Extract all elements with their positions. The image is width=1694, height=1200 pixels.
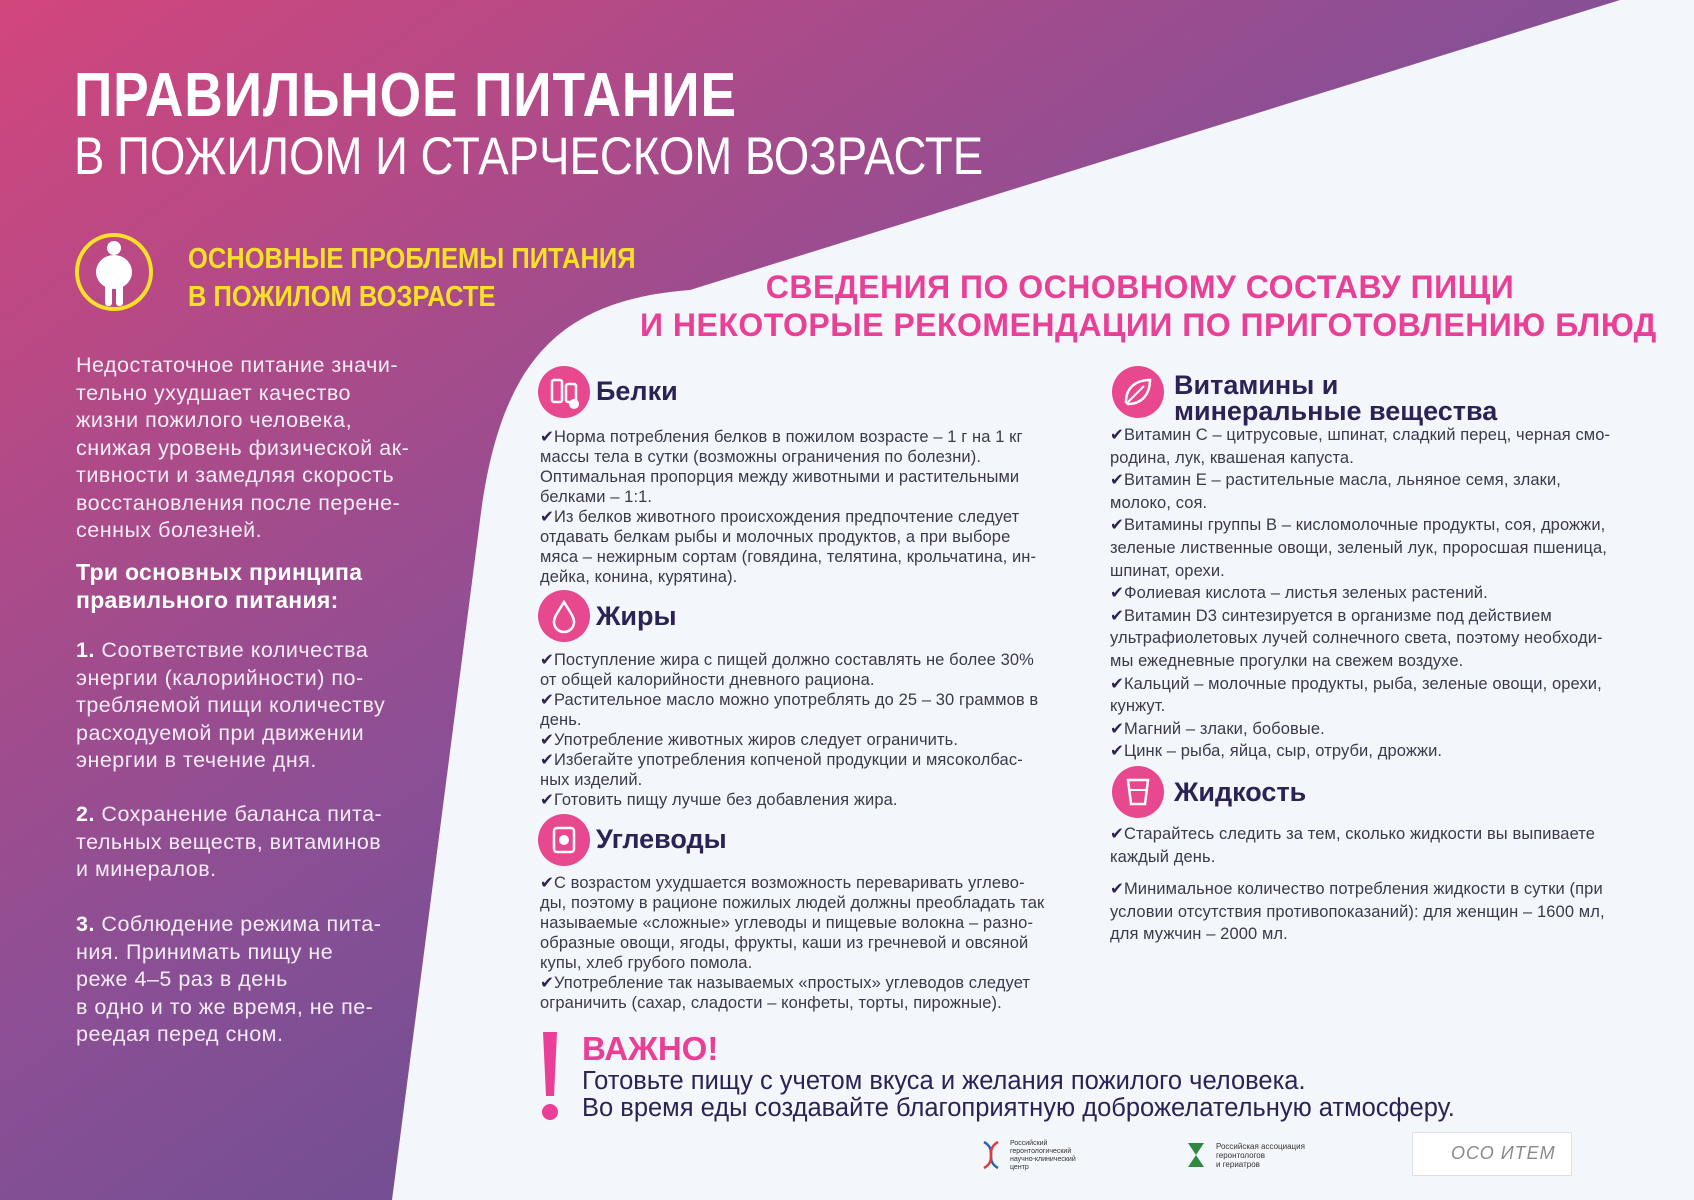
text-line: молоко, соя. [1110, 493, 1208, 512]
text-line: Фолиевая кислота – листья зеленых растений. [1123, 584, 1488, 603]
vitamins-text [1110, 424, 1655, 763]
logo-text [1010, 1140, 1076, 1172]
text-line: энергии в течение дня. [76, 748, 317, 772]
text-line: требляемой пищи количеству [76, 693, 386, 717]
text-line: массы тела в сутки (возможны ограничения по болезни). [540, 448, 982, 466]
text-line: ды, поэтому в рационе пожилых людей должны преобладать так [540, 894, 1045, 912]
text-line: мяса – нежирным сортам (говядина, телятина, крольчатина, ин- [540, 548, 1037, 566]
text-line: Три основных принципа [76, 559, 363, 585]
vitamins-leaf-icon [1112, 366, 1164, 418]
text-line: Употребление животных жиров следует ограничить. [553, 731, 959, 749]
logo-line: центр [1010, 1164, 1029, 1171]
text-line: реже 4–5 раз в день [76, 967, 288, 991]
text-line: С возрастом ухудшается возможность переваривать углево- [553, 874, 1025, 892]
principle-3 [76, 911, 436, 1049]
title-line: минеральные вещества [1174, 396, 1498, 426]
text-line: Готовить пищу лучше без добавления жира. [553, 791, 898, 809]
check-icon: ✔ [540, 751, 554, 769]
carbs-text [540, 873, 1060, 1013]
text-line: ния. Принимать пищу не [76, 939, 334, 964]
check-icon: ✔ [540, 974, 554, 992]
hourglass-icon [1186, 1142, 1206, 1168]
exclamation-icon [540, 1032, 560, 1122]
text-line: Сохранение баланса пита- [101, 802, 383, 826]
text-line: восстановления после перене- [76, 490, 401, 515]
text-line: тивности и замедляя скорость [76, 463, 395, 487]
fats-title: Жиры [596, 601, 677, 631]
carbs-title: Углеводы [596, 824, 727, 854]
heading-line: В ПОЖИЛОМ ВОЗРАСТЕ [188, 281, 496, 313]
principle-number: 2. [76, 802, 95, 826]
check-icon: ✔ [1110, 719, 1124, 738]
text-line: Витамин D3 синтезируется в организме под действием [1123, 606, 1552, 625]
text-line: Из белков животного происхождения предпочтение следует [553, 508, 1020, 526]
text-line: Недостаточное питание значи- [76, 353, 399, 377]
check-icon: ✔ [540, 651, 554, 669]
logo-gerontology-center [980, 1138, 1100, 1170]
check-icon: ✔ [1110, 516, 1124, 535]
logo-gerontologists-association [1186, 1140, 1326, 1170]
check-icon: ✔ [540, 508, 554, 526]
principle-number: 3. [76, 912, 95, 936]
logo-line: геронтологический [1010, 1148, 1072, 1155]
text-line: энергии (калорийности) по- [76, 665, 364, 690]
text-line: называемые «сложные» углеводы и пищевые волокна – разно- [540, 914, 1034, 932]
elderly-person-icon [74, 232, 154, 312]
text-line: тельных веществ, витаминов [76, 829, 382, 854]
text-line: расходуемой при движении [76, 720, 365, 745]
check-icon: ✔ [540, 731, 554, 749]
liquid-title: Жидкость [1174, 777, 1307, 807]
heading-line: ОСНОВНЫЕ ПРОБЛЕМЫ ПИТАНИЯ [188, 243, 636, 275]
text-line: купы, хлеб грубого помола. [540, 954, 753, 972]
text-line: белками – 1:1. [540, 488, 653, 506]
text-line: Витамины группы В – кисломолочные продукты, соя, дрожжи, [1123, 516, 1606, 535]
text-line: снижая уровень физической ак- [76, 435, 410, 460]
check-icon: ✔ [1110, 742, 1124, 761]
text-line: в одно и то же время, не пе- [76, 994, 374, 1019]
text-line: мы ежедневные прогулки на свежем воздухе. [1110, 651, 1464, 670]
text-line: Соответствие количества [101, 638, 369, 662]
text-line: день. [540, 711, 582, 729]
principle-2 [76, 801, 436, 884]
logo-line: и гериатров [1216, 1160, 1260, 1169]
fats-icon [538, 590, 590, 642]
text-line: каждый день. [1110, 847, 1216, 866]
text-line: Соблюдение режима пита- [101, 912, 382, 936]
check-icon: ✔ [540, 428, 554, 446]
proteins-text [540, 427, 1060, 587]
principles-title [76, 558, 362, 614]
carbs-icon [538, 814, 590, 866]
text-line: Витамин С – цитрусовые, шпинат, сладкий перец, черная смо- [1123, 426, 1611, 444]
text-line: реедая перед сном. [76, 1022, 284, 1046]
check-icon: ✔ [540, 874, 554, 892]
liquid-text [1110, 823, 1655, 946]
text-line: Употребление так называемых «простых» углеводов следует [553, 974, 1031, 992]
liquid-glass-icon [1112, 766, 1164, 818]
principle-number: 1. [76, 638, 95, 662]
text-line: жизни пожилого человека, [76, 408, 353, 432]
text-line: тельно ухудшает качество [76, 380, 352, 405]
text-line: дейка, конина, курятина). [540, 568, 738, 586]
check-icon: ✔ [1110, 584, 1124, 603]
logo-line: геронтологов [1216, 1151, 1266, 1160]
text-line: ных изделий. [540, 771, 643, 789]
check-icon: ✔ [540, 691, 554, 709]
check-icon: ✔ [1110, 880, 1124, 899]
text-line: сенных болезней. [76, 518, 263, 542]
important-line: Готовьте пищу с учетом вкуса и желания пожилого человека. [582, 1067, 1306, 1095]
page-title: ПРАВИЛЬНОЕ ПИТАНИЕ [74, 61, 737, 130]
check-icon: ✔ [1110, 426, 1124, 444]
proteins-icon [538, 366, 590, 418]
text-line: Оптимальная пропорция между животными и растительными [540, 468, 1020, 486]
text-line: Витамин Е – растительные масла, льняное семя, злаки, [1123, 471, 1561, 490]
text-line: Старайтесь следить за тем, сколько жидкости вы выпиваете [1123, 825, 1596, 843]
text-line: условии отсутствия противопоказаний): для женщин – 1600 мл, [1110, 902, 1605, 921]
text-line: ультрафиолетовых лучей солнечного света, поэтому необходи- [1110, 629, 1603, 648]
text-line: образные овощи, ягоды, фрукты, каши из гречневой и овсяной [540, 934, 1029, 952]
text-line: Избегайте употребления копченой продукции и мясоколбас- [553, 751, 1023, 769]
heading-line: И НЕКОТОРЫЕ РЕКОМЕНДАЦИИ ПО ПРИГОТОВЛЕНИЮ БЛЮД [640, 307, 1657, 343]
text-line: шпинат, орехи. [1110, 561, 1225, 580]
text-line: кунжут. [1110, 697, 1166, 716]
logo-line: Российская ассоциация [1216, 1142, 1305, 1151]
text-line: Цинк – рыба, яйца, сыр, отруби, дрожжи. [1123, 742, 1443, 761]
text-line: Норма потребления белков в пожилом возрасте – 1 г на 1 кг [553, 428, 1023, 446]
text-line: для мужчин – 2000 мл. [1110, 925, 1288, 944]
logo-oso-item [1412, 1132, 1572, 1176]
check-icon: ✔ [1110, 471, 1124, 490]
text-line: отдавать белкам рыбы и молочных продуктов, а при выборе [540, 528, 1011, 546]
check-icon: ✔ [1110, 825, 1124, 843]
text-line: Минимальное количество потребления жидкости в сутки (при [1123, 880, 1603, 899]
logo-text: ОСО ИТЕМ [1451, 1143, 1556, 1163]
logo-line: научно-клинический [1010, 1156, 1076, 1163]
text-line: зеленые лиственные овощи, зеленый лук, проросшая пшеница, [1110, 538, 1607, 557]
check-icon: ✔ [1110, 674, 1124, 693]
title-line: Витамины и [1174, 370, 1339, 400]
vitamins-title [1174, 372, 1497, 424]
intro-paragraph [76, 352, 436, 545]
logo-line: Российский [1010, 1140, 1048, 1147]
text-line: Поступление жира с пищей должно составлять не более 30% [553, 651, 1034, 669]
check-icon: ✔ [540, 791, 554, 809]
text-line: и минералов. [76, 857, 217, 881]
dna-icon [980, 1140, 1002, 1170]
text-line: Кальций – молочные продукты, рыба, зеленые овощи, орехи, [1123, 674, 1602, 693]
text-line: Магний – злаки, бобовые. [1123, 719, 1325, 738]
text-line: Растительное масло можно употреблять до 25 – 30 граммов в [553, 691, 1039, 709]
text-line: правильного питания: [76, 587, 339, 613]
logo-text [1216, 1142, 1305, 1169]
important-label: ВАЖНО! [582, 1030, 719, 1067]
heading-line: СВЕДЕНИЯ ПО ОСНОВНОМУ СОСТАВУ ПИЩИ [765, 269, 1515, 305]
composition-heading [640, 268, 1657, 344]
proteins-title: Белки [596, 376, 678, 406]
text-line: от общей калорийности дневного рациона. [540, 671, 875, 689]
page-subtitle: В ПОЖИЛОМ И СТАРЧЕСКОМ ВОЗРАСТЕ [74, 127, 984, 186]
check-icon: ✔ [1110, 606, 1124, 625]
important-line: Во время еды создавайте благоприятную доброжелательную атмосферу. [582, 1094, 1455, 1122]
text-line: ограничить (сахар, сладости – конфеты, торты, пирожные). [540, 994, 1002, 1012]
nutrition-problems-heading [188, 240, 636, 316]
text-line: родина, лук, квашеная капуста. [1110, 448, 1354, 467]
fats-text [540, 650, 1060, 810]
principle-1 [76, 637, 436, 775]
